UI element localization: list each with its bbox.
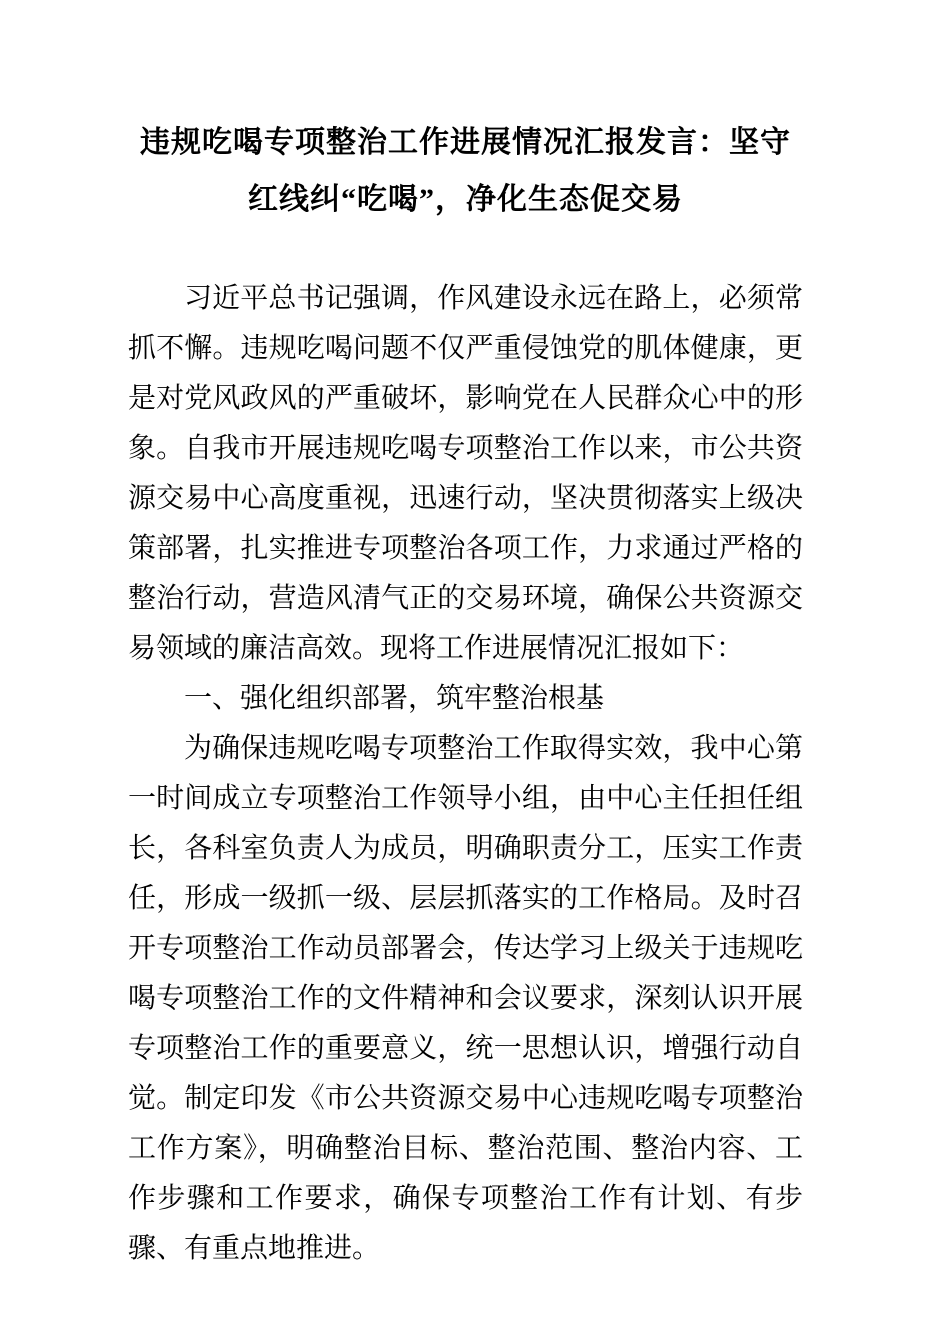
paragraph-section-1-body: 为确保违规吃喝专项整治工作取得实效，我中心第一时间成立专项整治工作领导小组，由中心主任担任组长，各科室负责人为成员，明确职责分工，压实工作责任，形成一级抓一级、层层抓落实的工作格局。及时召开专项整治工作动员部署会，传达学习上级关于违规吃喝专项整治工作的文件精神和会议要求，深刻认识开展专项整治工作的重要意义，统一思想认识，增强行动自觉。制定印发《市公共资源交易中心违规吃喝专项整治工作方案》，明确整治目标、整治范围、整治内容、工作步骤和工作要求，确保专项整治工作有计划、有步骤、有重点地推进。 [128,733,803,1264]
section-heading-1: 一、强化组织部署，筑牢整治根基 [184,683,605,714]
paragraph-intro: 习近平总书记强调，作风建设永远在路上，必须常抓不懈。违规吃喝问题不仅严重侵蚀党的肌体健康，更是对党风政风的严重破坏，影响党在人民群众心中的形象。自我市开展违规吃喝专项整治工作以来，市公共资源交易中心高度重视，迅速行动，坚决贯彻落实上级决策部署，扎实推进专项整治各项工作，力求通过严格的整治行动，营造风清气正的交易环境，确保公共资源交易领域的廉洁高效。现将工作进展情况汇报如下： [128,283,803,664]
document-body [128,274,803,1274]
document-title: 违规吃喝专项整治工作进展情况汇报发言：坚守红线纠“吃喝”，净化生态促交易 [140,126,791,216]
